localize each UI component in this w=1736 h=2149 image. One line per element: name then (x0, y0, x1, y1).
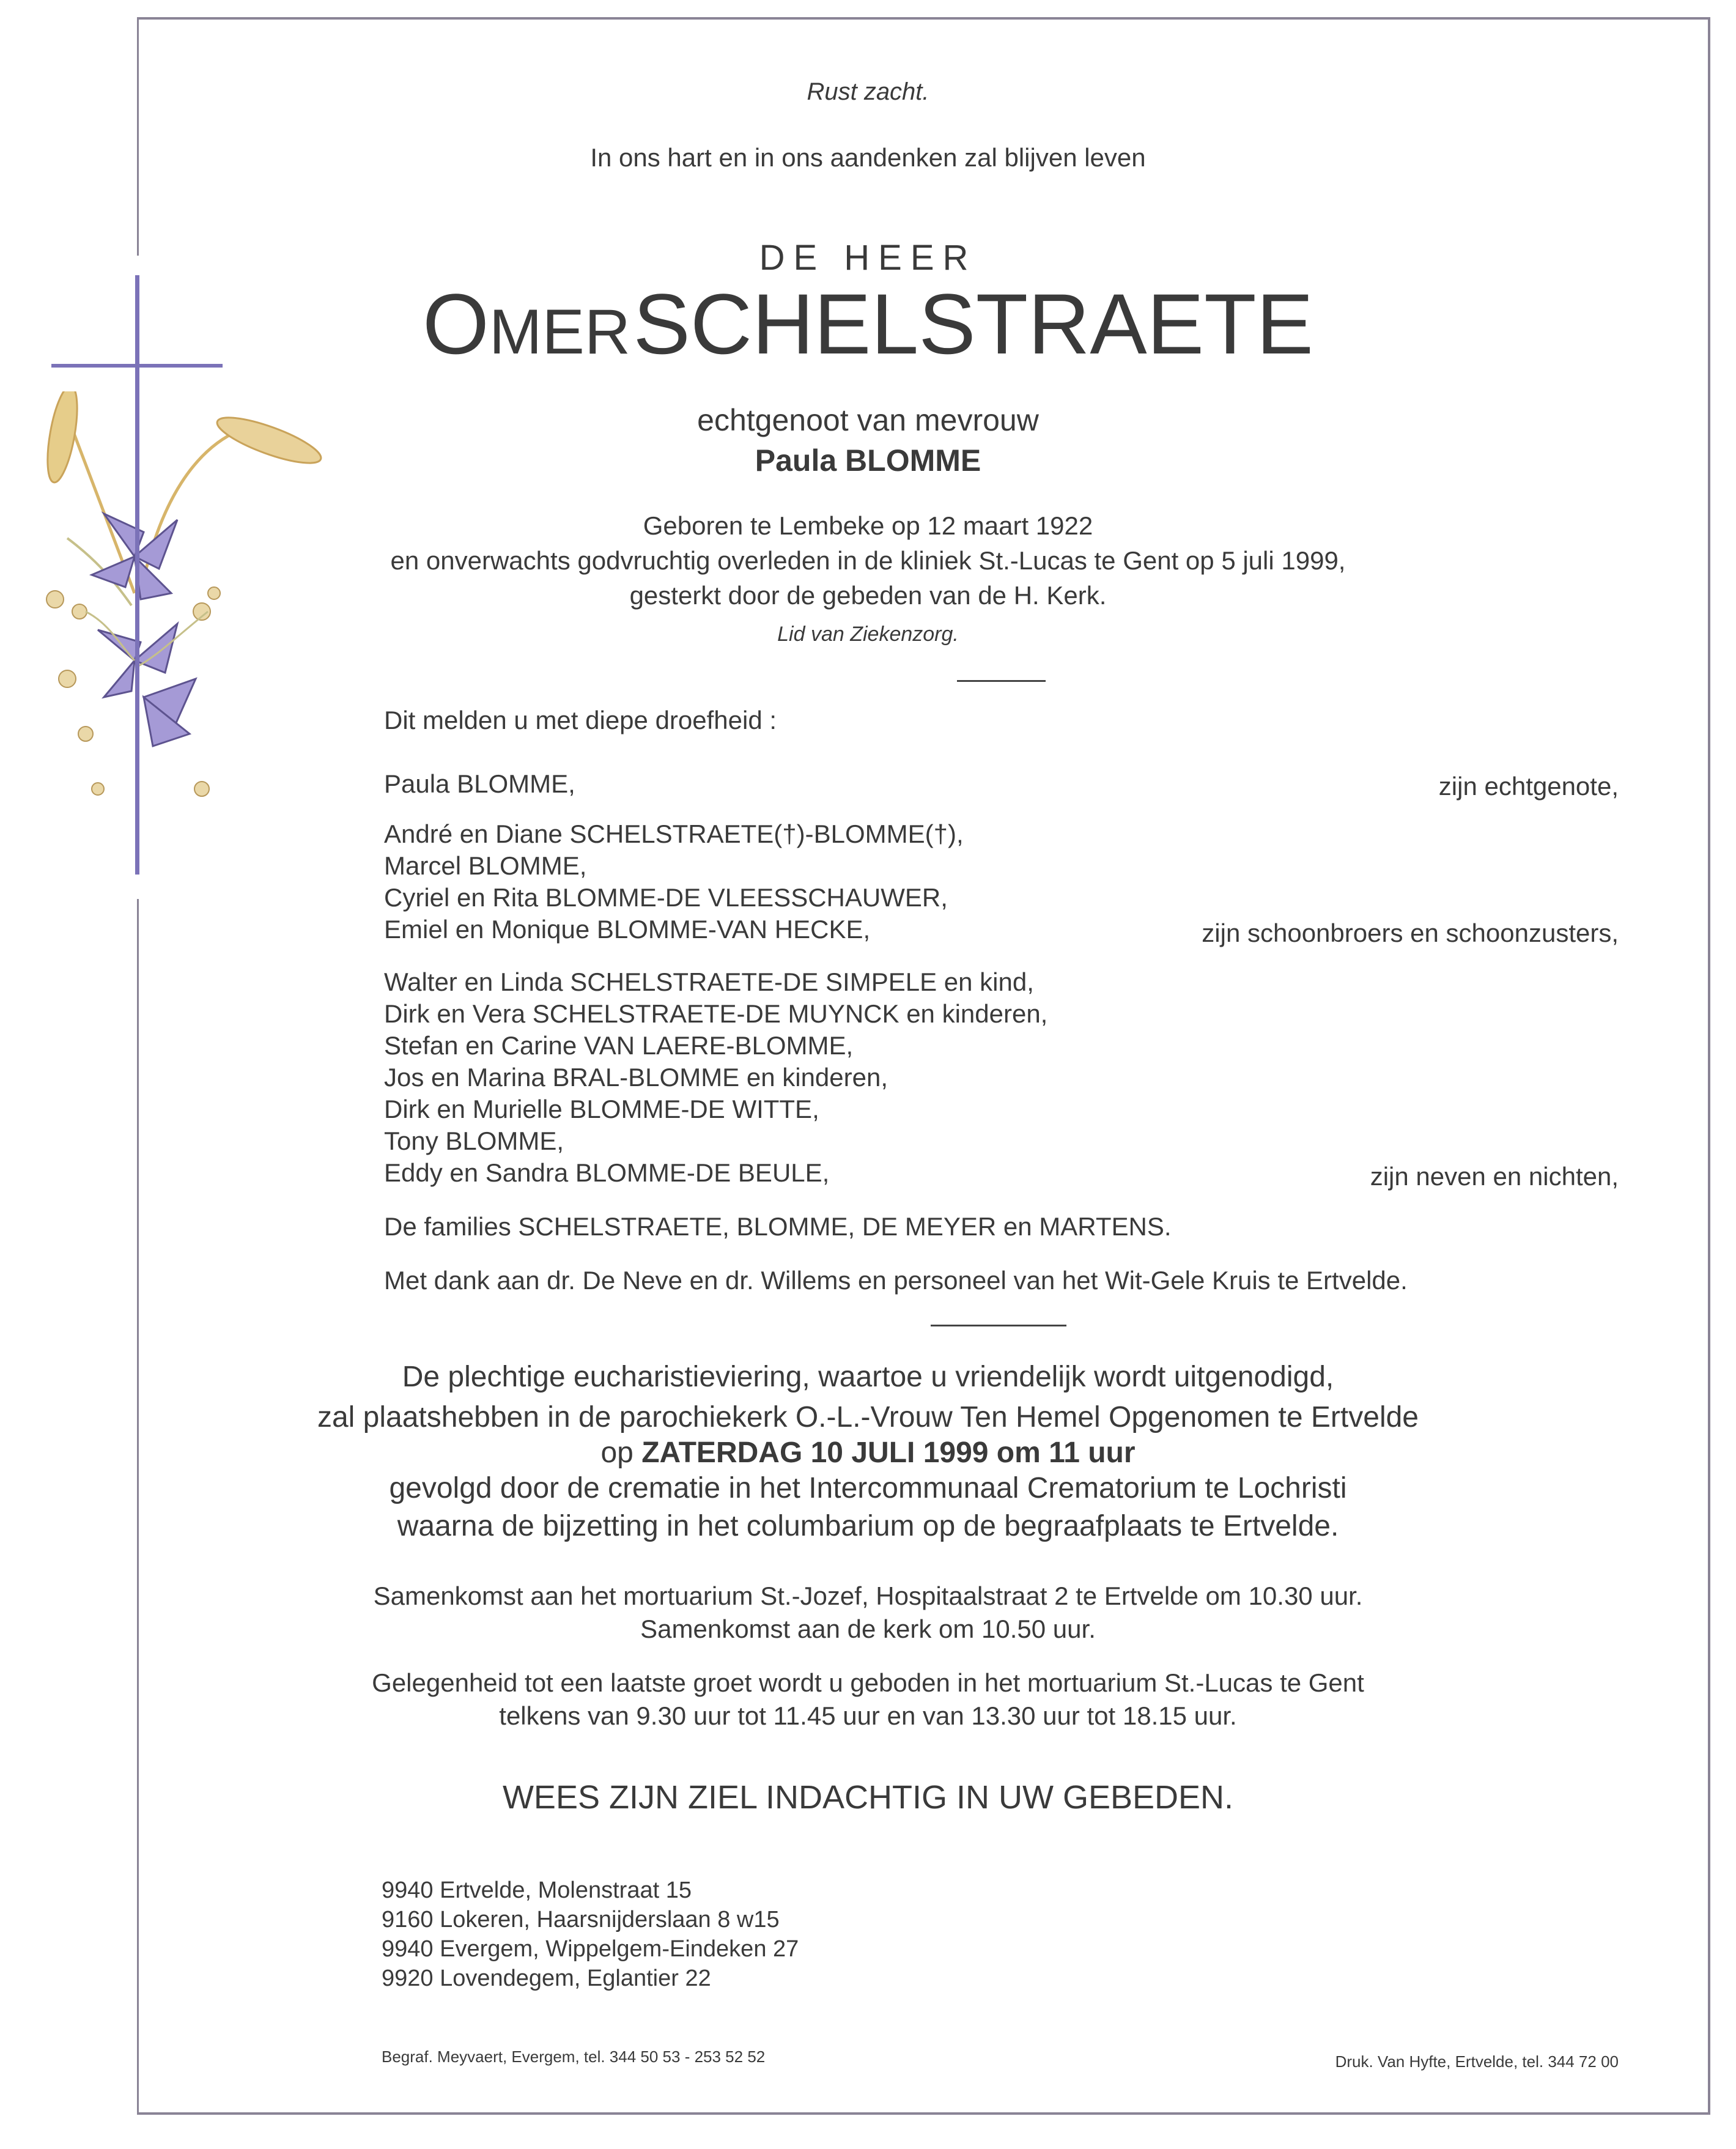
visitation-line: telkens van 9.30 uur tot 11.45 uur en van 13.30 uur tot 18.15 uur. (499, 1701, 1237, 1730)
spouse-intro: echtgenoot van mevrouw (697, 403, 1039, 437)
service-line: waarna de bijzetting in het columbarium op de begraafplaats te Ertvelde. (397, 1510, 1339, 1542)
sacraments-line: gesterkt door de gebeden van de H. Kerk. (629, 581, 1107, 610)
memory-line: In ons hart en in ons aandenken zal blijven leven (590, 143, 1146, 172)
cousin-line: Dirk en Vera SCHELSTRAETE-DE MUYNCK en kinderen, (384, 999, 1048, 1028)
membership-line: Lid van Ziekenzorg. (777, 623, 959, 646)
cousin-role: zijn neven en nichten, (1370, 1162, 1619, 1191)
date-prefix: op (600, 1437, 633, 1469)
address-line: 9940 Evergem, Wippelgem-Eindeken 27 (382, 1936, 799, 1962)
printer: Druk. Van Hyfte, Ertvelde, tel. 344 72 00 (1335, 2052, 1619, 2071)
first-initial: O (423, 276, 489, 372)
families-line: De families SCHELSTRAETE, BLOMME, DE MEYER en MARTENS. (384, 1212, 1172, 1241)
visitation-line: Gelegenheid tot een laatste groet wordt u geboden in het mortuarium St.-Lucas te Gent (372, 1668, 1364, 1697)
inlaw-role: zijn schoonbroers en schoonzusters, (1202, 919, 1619, 947)
border-left-lower (137, 899, 139, 2115)
divider (931, 1325, 1066, 1326)
inlaw-line: Emiel en Monique BLOMME-VAN HECKE, (384, 915, 871, 944)
announce-line: Dit melden u met diepe droefheid : (384, 706, 777, 734)
rest-line: Rust zacht. (807, 78, 929, 105)
divider (957, 680, 1046, 682)
spouse-entry: Paula BLOMME, (384, 769, 575, 798)
cousin-line: Eddy en Sandra BLOMME-DE BEULE, (384, 1158, 830, 1187)
spouse-name: Paula BLOMME (755, 443, 981, 478)
address-line: 9920 Lovendegem, Eglantier 22 (382, 1966, 711, 1991)
cousin-line: Tony BLOMME, (384, 1126, 564, 1155)
funeral-home: Begraf. Meyvaert, Evergem, tel. 344 50 53 - 253 52 52 (382, 2047, 766, 2066)
cousin-line: Stefan en Carine VAN LAERE-BLOMME, (384, 1031, 854, 1060)
service-date (0, 1436, 1736, 1470)
service-line: zal plaatshebben in de parochiekerk O.-L.-Vrouw Ten Hemel Opgenomen te Ertvelde (317, 1401, 1419, 1433)
gathering-line: Samenkomst aan de kerk om 10.50 uur. (640, 1615, 1096, 1643)
inlaw-line: André en Diane SCHELSTRAETE(†)-BLOMME(†), (384, 819, 964, 848)
gathering-line: Samenkomst aan het mortuarium St.-Jozef, Hospitaalstraat 2 te Ertvelde om 10.30 uur. (373, 1581, 1363, 1610)
date-bold: ZATERDAG 10 JULI 1999 om 11 uur (641, 1437, 1136, 1469)
inlaw-line: Cyriel en Rita BLOMME-DE VLEESSCHAUWER, (384, 883, 948, 912)
died-line: en onverwachts godvruchtig overleden in de kliniek St.-Lucas te Gent op 5 juli 1999, (390, 546, 1346, 575)
service-line: gevolgd door de crematie in het Intercommunaal Crematorium te Lochristi (389, 1472, 1347, 1504)
inlaw-line: Marcel BLOMME, (384, 851, 587, 880)
address-line: 9940 Ertvelde, Molenstraat 15 (382, 1877, 692, 1903)
spouse-role: zijn echtgenote, (1438, 772, 1619, 801)
closing-line: WEES ZIJN ZIEL INDACHTIG IN UW GEBEDEN. (502, 1779, 1234, 1816)
deceased-name (0, 278, 1736, 397)
first-name-rest: MER (489, 297, 631, 368)
address-line: 9160 Lokeren, Haarsnijderslaan 8 w15 (382, 1907, 780, 1933)
thanks-line: Met dank aan dr. De Neve en dr. Willems en personeel van het Wit-Gele Kruis te Ertvelde. (384, 1266, 1408, 1295)
cousin-line: Jos en Marina BRAL-BLOMME en kinderen, (384, 1063, 888, 1092)
born-line: Geboren te Lembeke op 12 maart 1922 (643, 511, 1093, 540)
service-line: De plechtige eucharistieviering, waartoe u vriendelijk wordt uitgenodigd, (402, 1361, 1334, 1393)
cousin-line: Walter en Linda SCHELSTRAETE-DE SIMPELE en kind, (384, 967, 1034, 996)
cousin-line: Dirk en Murielle BLOMME-DE WITTE, (384, 1095, 819, 1123)
deceased-title: DE HEER (759, 238, 977, 278)
border-left-upper (137, 17, 139, 256)
last-name: SCHELSTRAETE (633, 276, 1313, 372)
